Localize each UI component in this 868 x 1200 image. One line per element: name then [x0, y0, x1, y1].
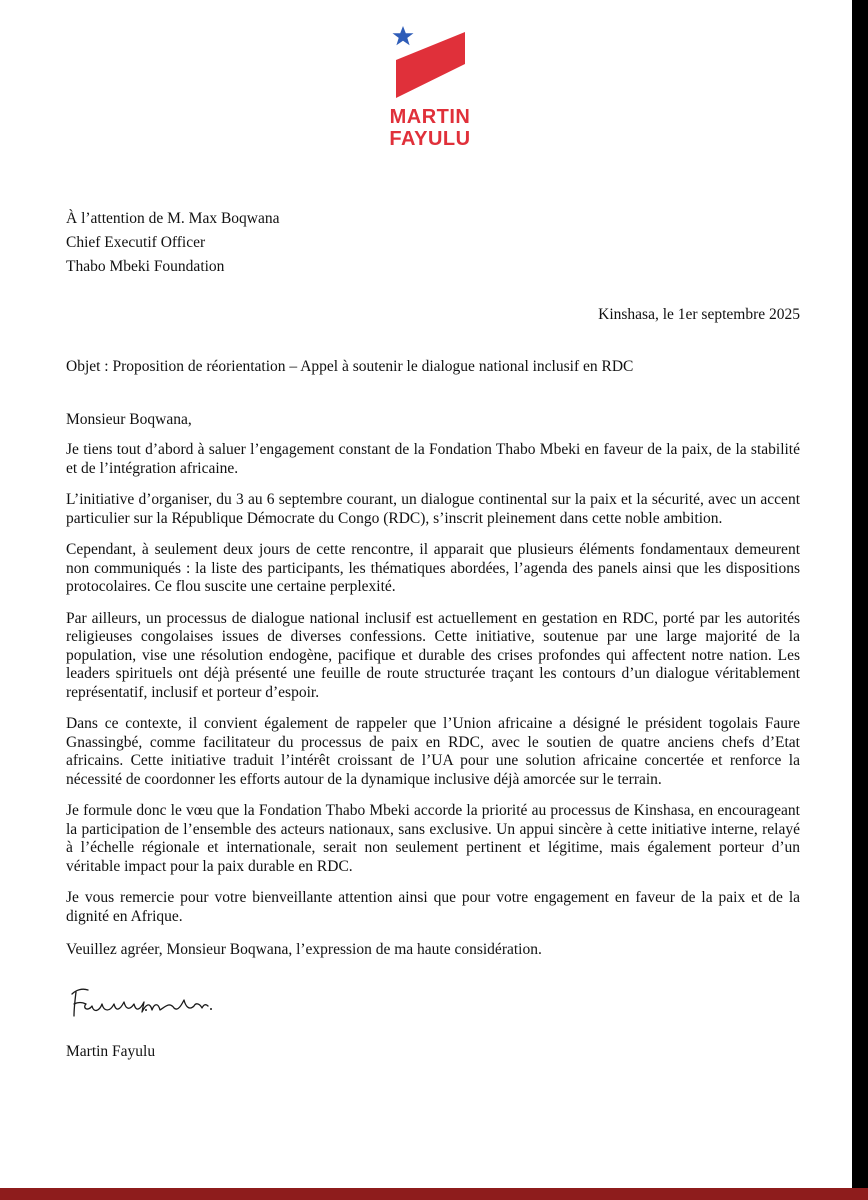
body-paragraph: Dans ce contexte, il convient également de rappeler que l’Union africaine a désigné le président togolais Faure Gnassingbé, comme facilitateur du processus de paix en RDC, avec le soutien de quatre anciens chefs d’Etat africains. Cette initiative traduit l’intérêt croissant de l’UA pour une solution africaine concertée et renforce la nécessité de coordonner les efforts autour de la dynamique inclusive déjà amorcée sur le terrain. [66, 715, 800, 788]
logo-first-name: MARTIN [389, 106, 471, 128]
recipient-block [66, 210, 280, 282]
star-flag-icon [392, 24, 468, 102]
logo-star [393, 26, 414, 45]
closing-line: Veuillez agréer, Monsieur Boqwana, l’expression de ma haute considération. [66, 941, 542, 958]
body-paragraph: L’initiative d’organiser, du 3 au 6 septembre courant, un dialogue continental sur la paix et la sécurité, avec un accent particulier sur la République Démocrate du Congo (RDC), s’inscrit pleinement dans cette noble ambition. [66, 491, 800, 527]
date-line: Kinshasa, le 1er septembre 2025 [598, 306, 800, 323]
body-paragraph: Cependant, à seulement deux jours de cette rencontre, il apparait que plusieurs éléments fondamentaux demeurent non communiqués : la liste des participants, les thématiques abordées, l’agenda des panels ainsi que les dispositions protocolaires. Ce flou suscite une certaine perplexité. [66, 541, 800, 595]
letter-body [66, 441, 800, 939]
body-paragraph: Je tiens tout d’abord à saluer l’engagement constant de la Fondation Thabo Mbeki en faveur de la paix, de la stabilité et de l’intégration africaine. [66, 441, 800, 477]
handwritten-signature [66, 982, 216, 1022]
bottom-edge-bar [0, 1188, 868, 1200]
body-paragraph: Je vous remercie pour votre bienveillante attention ainsi que pour votre engagement en faveur de la paix et de la dignité en Afrique. [66, 889, 800, 925]
logo-last-name: FAYULU [389, 128, 471, 150]
salutation: Monsieur Boqwana, [66, 411, 192, 428]
object-line: Objet : Proposition de réorientation – Appel à soutenir le dialogue national inclusif en RDC [66, 358, 634, 375]
recipient-line: Thabo Mbeki Foundation [66, 258, 225, 275]
body-paragraph: Je formule donc le vœu que la Fondation Thabo Mbeki accorde la priorité au processus de Kinshasa, en encourageant la participation de l’ensemble des acteurs nationaux, sans exclusive. Un appui sincère à cette initiative interne, relayé à l’échelle régionale et internationale, serait non seulement pertinent et légitime, mais également porteur d’un véritable impact pour la paix durable en RDC. [66, 802, 800, 875]
body-paragraph: Par ailleurs, un processus de dialogue national inclusif est actuellement en gestation en RDC, porté par les autorités religieuses congolaises issues de diverses confessions. Cette initiative, soutenue par une large majorité de la population, vise une résolution endogène, pacifique et durable des crises profondes qui affectent notre nation. Les leaders spirituels ont déjà présenté une feuille de route structurée traçant les contours d’un dialogue véritablement représentatif, inclusif et porteur d’espoir. [66, 609, 800, 701]
signer-name: Martin Fayulu [66, 1043, 156, 1060]
recipient-line: À l’attention de M. Max Boqwana [66, 210, 280, 227]
recipient-line: Chief Executif Officer [66, 234, 206, 251]
